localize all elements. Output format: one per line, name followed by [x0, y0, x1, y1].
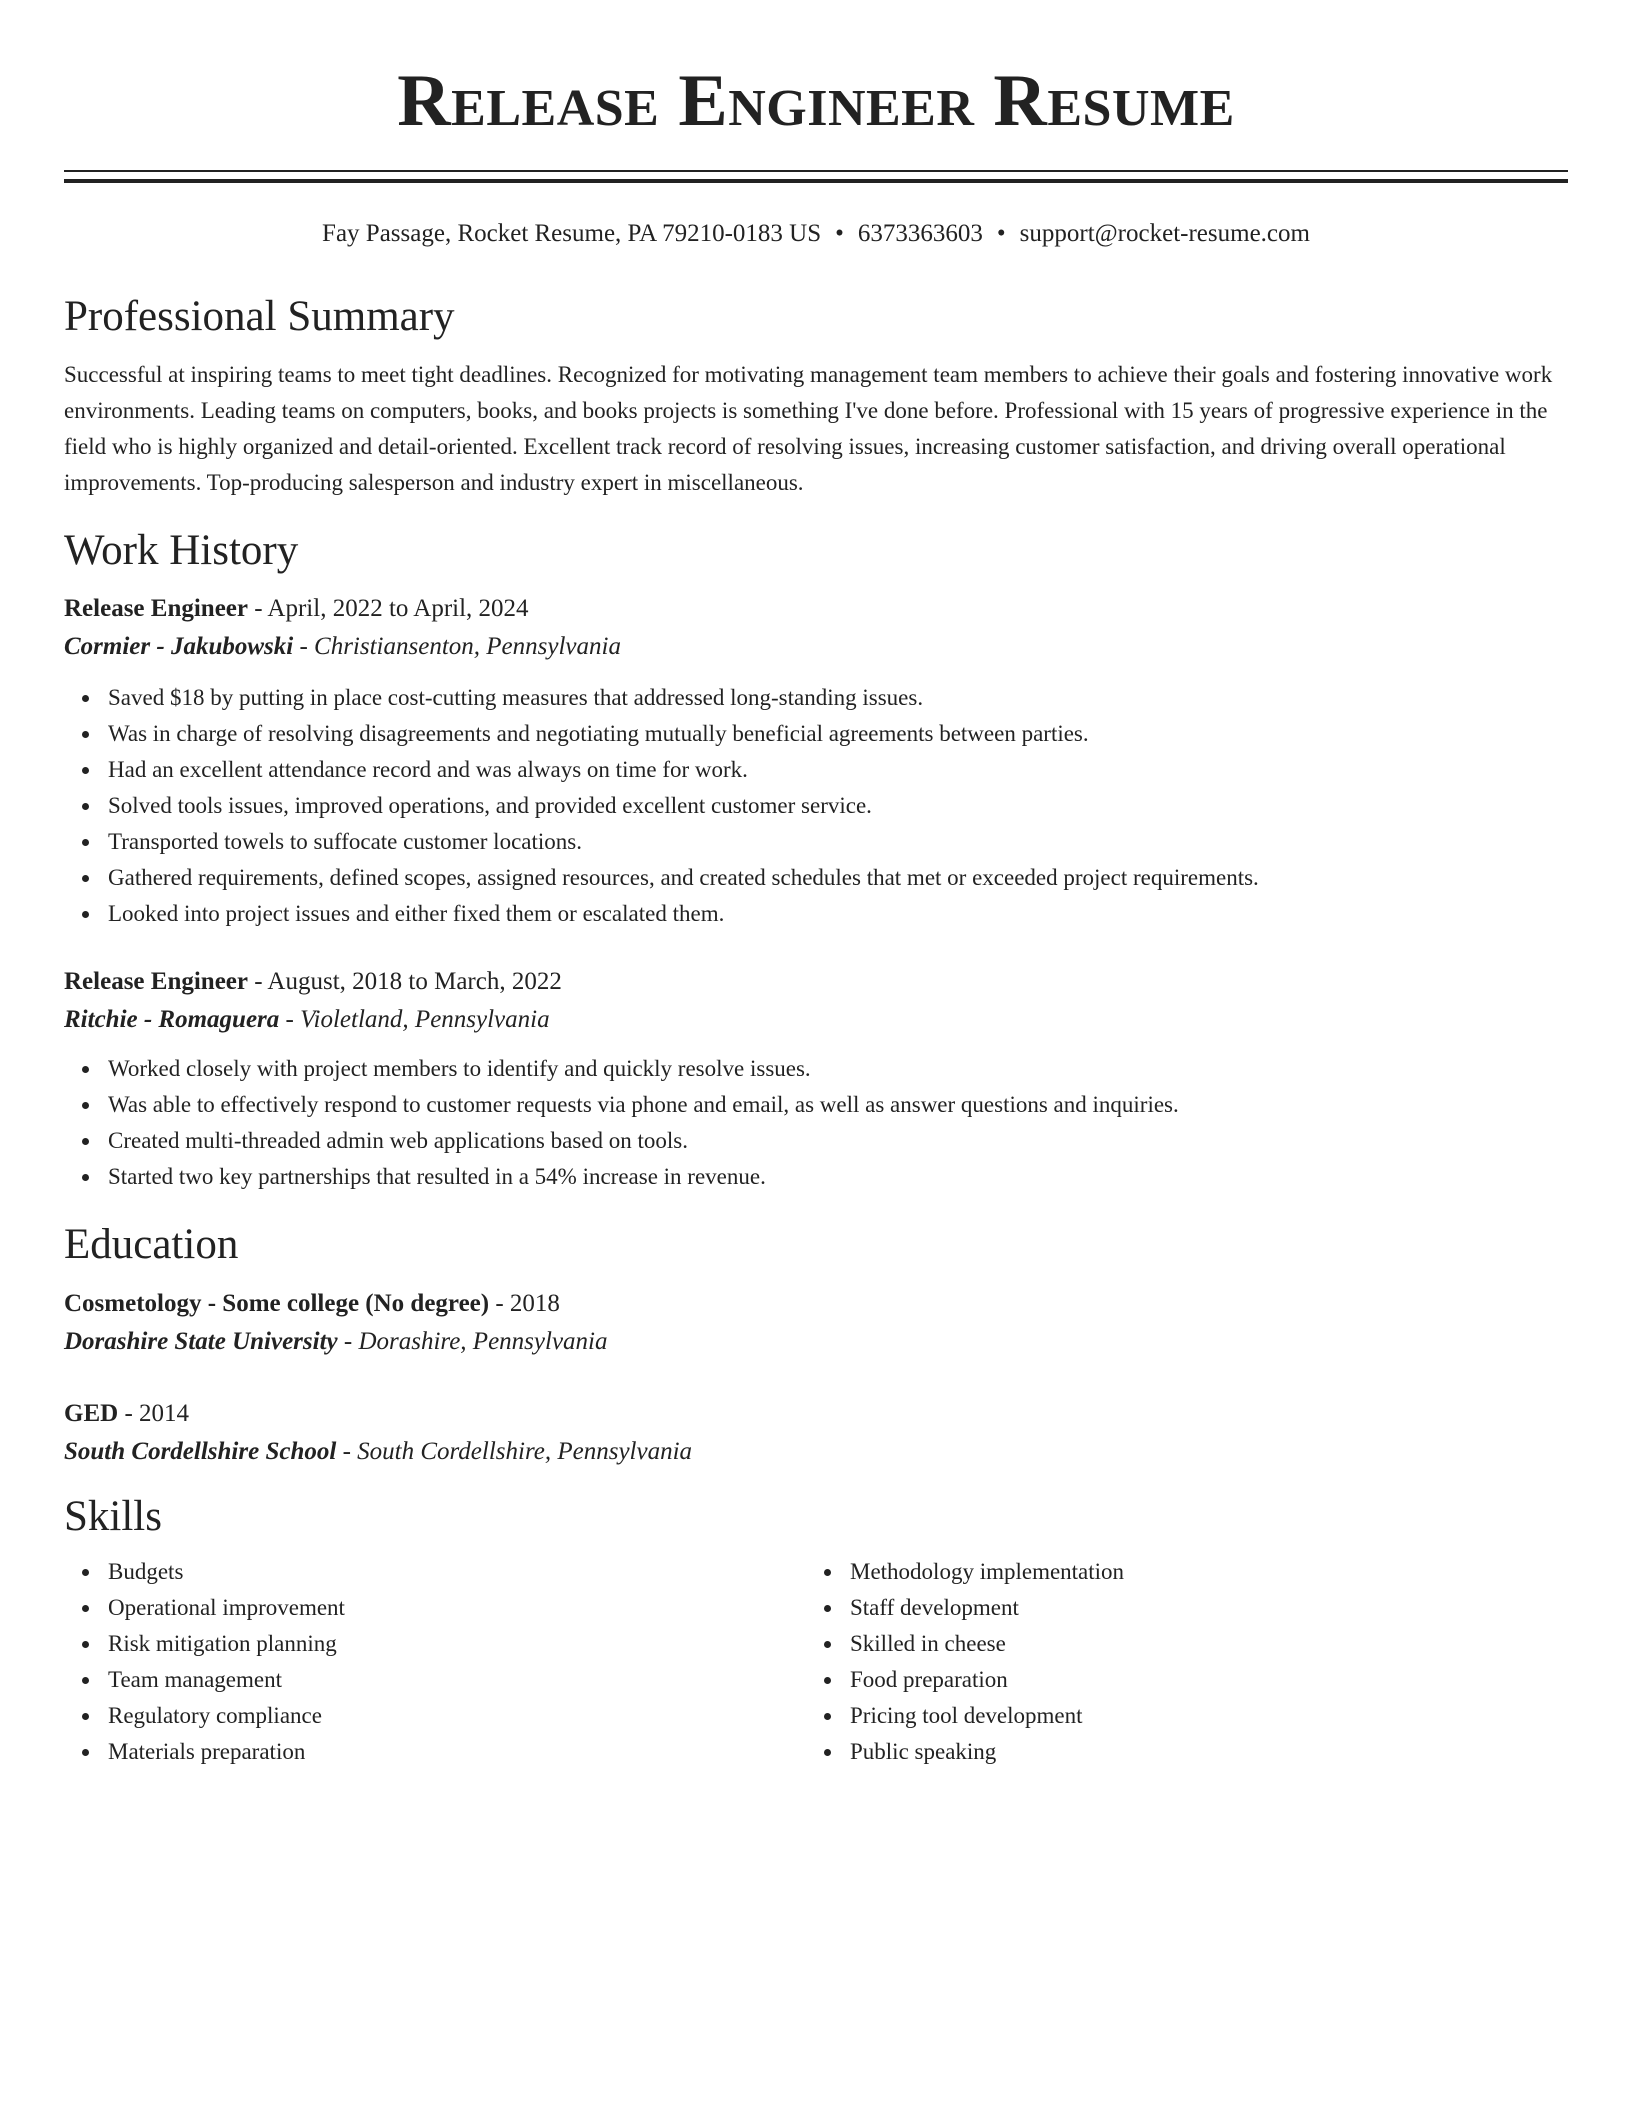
contact-phone: 6373363603 [857, 220, 983, 247]
education-location: - South Cordellshire, Pennsylvania [336, 1437, 693, 1465]
section-heading-summary: Professional Summary [64, 293, 455, 340]
section-heading-education: Education [64, 1221, 239, 1269]
education-school: Dorashire State University [64, 1327, 338, 1355]
job-company-line [64, 1001, 1568, 1039]
education-degree-line [64, 1395, 1568, 1433]
job-company: Ritchie - Romaguera [64, 1006, 280, 1034]
resume-title: Release Engineer Resume [397, 60, 1235, 142]
summary-text: Successful at inspiring teams to meet tight deadlines. Recognized for motivating management team members to achieve their goals and fostering innovative work environments. Leading teams on computers, books, and books projects is something I've done before. Professional with 15 years of progressive experience in the field who is highly organized and detail-oriented. Excellent track record of resolving issues, increasing customer satisfaction, and driving overall operational improvements. Top-producing salesperson and industry expert in miscellaneous. [64, 361, 1553, 495]
job-location: - Violetland, Pennsylvania [279, 1006, 550, 1034]
list-item: Solved tools issues, improved operations, and provided excellent customer service. [108, 788, 1568, 824]
education-school: South Cordellshire School [64, 1437, 337, 1465]
job-bullets [64, 1051, 1568, 1195]
education-degree: GED [64, 1399, 119, 1427]
job-title-line [64, 963, 1568, 1001]
list-item: Materials preparation [108, 1734, 806, 1770]
job-entry [64, 963, 1568, 1195]
section-heading-work-history: Work History [64, 526, 299, 574]
job-dates: - August, 2018 to March, 2022 [247, 968, 562, 996]
skills-bullets [64, 1554, 806, 1770]
contact-separator: • [996, 220, 1006, 247]
section-heading-skills: Skills [64, 1492, 162, 1540]
list-item: Started two key partnerships that resulted in a 54% increase in revenue. [108, 1159, 1568, 1195]
list-item: Team management [108, 1662, 806, 1698]
list-item: Regulatory compliance [108, 1698, 806, 1734]
job-title-line [64, 590, 1568, 628]
job-title: Release Engineer [64, 968, 248, 996]
list-item: Risk mitigation planning [108, 1626, 806, 1662]
list-item: Pricing tool development [850, 1698, 1548, 1734]
list-item: Worked closely with project members to identify and quickly resolve issues. [108, 1051, 1568, 1087]
education-year: - 2014 [118, 1399, 190, 1427]
list-item: Operational improvement [108, 1590, 806, 1626]
list-item: Gathered requirements, defined scopes, assigned resources, and created schedules that met or exceeded project requirements. [108, 860, 1568, 896]
list-item: Created multi-threaded admin web applications based on tools. [108, 1123, 1568, 1159]
job-dates: - April, 2022 to April, 2024 [247, 595, 529, 623]
job-company: Cormier - Jakubowski [64, 633, 294, 661]
list-item: Was in charge of resolving disagreements and negotiating mutually beneficial agreements between parties. [108, 716, 1568, 752]
education-entry [64, 1395, 1568, 1471]
job-bullets [64, 680, 1568, 932]
job-company-line [64, 628, 1568, 666]
contact-separator: • [835, 220, 844, 247]
header-divider-thin [64, 170, 1568, 172]
list-item: Saved $18 by putting in place cost-cutting measures that addressed long-standing issues. [108, 680, 1568, 716]
contact-address: Fay Passage, Rocket Resume, PA 79210-0183 US [322, 220, 822, 247]
education-degree-line [64, 1285, 1568, 1323]
education-entry [64, 1285, 1568, 1361]
education-year: - 2018 [489, 1289, 560, 1317]
list-item: Staff development [850, 1590, 1548, 1626]
skills-bullets [806, 1554, 1548, 1770]
list-item: Was able to effectively respond to customer requests via phone and email, as well as answer questions and inquiries. [108, 1087, 1568, 1123]
skills-column-right [806, 1554, 1548, 1770]
list-item: Food preparation [850, 1662, 1548, 1698]
list-item: Transported towels to suffocate customer locations. [108, 824, 1568, 860]
education-school-line [64, 1323, 1568, 1361]
education-degree: Cosmetology - Some college (No degree) [64, 1289, 490, 1317]
job-title: Release Engineer [64, 595, 248, 623]
skills-column-left [64, 1554, 806, 1770]
list-item: Public speaking [850, 1734, 1548, 1770]
skills-list [64, 1554, 1568, 1770]
education-location: - Dorashire, Pennsylvania [337, 1327, 608, 1355]
list-item: Had an excellent attendance record and was always on time for work. [108, 752, 1568, 788]
list-item: Methodology implementation [850, 1554, 1548, 1590]
list-item: Looked into project issues and either fixed them or escalated them. [108, 896, 1568, 932]
list-item: Budgets [108, 1554, 806, 1590]
contact-email: support@rocket-resume.com [1019, 220, 1310, 247]
education-school-line [64, 1433, 1568, 1471]
contact-line [64, 219, 1568, 249]
header-divider-thick [64, 179, 1568, 183]
job-location: - Christiansenton, Pennsylvania [293, 633, 621, 661]
job-entry [64, 590, 1568, 932]
list-item: Skilled in cheese [850, 1626, 1548, 1662]
